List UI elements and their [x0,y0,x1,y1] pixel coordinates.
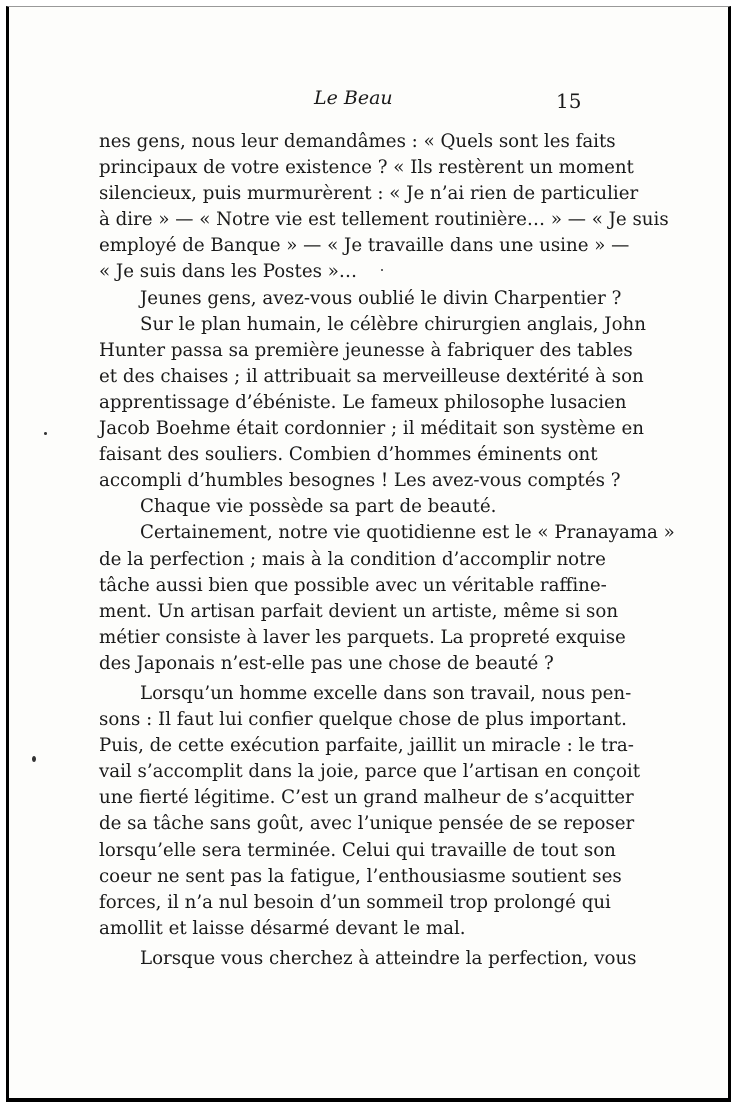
body-text [99,129,675,972]
text-line: forces, il n’a nul besoin d’un sommeil trop prolongé qui [99,891,611,913]
text-line: Lorsque vous cherchez à atteindre la perfection, vous [140,947,637,969]
text-line: coeur ne sent pas la fatigue, l’enthousiasme soutient ses [99,865,622,887]
text-line: de la perfection ; mais à la condition d’accomplir notre [99,548,606,570]
text-line: nes gens, nous leur demandâmes : « Quels sont les faits [99,131,616,152]
text-line: faisant des souliers. Combien d’hommes éminents ont [99,444,598,466]
ink-speck [32,756,36,762]
text-line: apprentissage d’ébéniste. Le fameux philosophe lusacien [99,391,627,413]
text-line: Hunter passa sa première jeunesse à fabriquer des tables [99,339,633,361]
text-line: lorsqu’elle sera terminée. Celui qui travaille de tout son [99,839,616,861]
text-line: Jeunes gens, avez-vous oublié le divin Charpentier ? [140,287,622,309]
text-line: Puis, de cette exécution parfaite, jaillit un miracle : le tra- [99,735,634,757]
text-line: Certainement, notre vie quotidienne est le « Pranayama » [140,522,675,544]
text-line: « Je suis dans les Postes »… [99,261,358,283]
text-line: vail s’accomplit dans la joie, parce que l’artisan en conçoit [99,761,641,783]
text-line: à dire » — « Notre vie est tellement routinière… » — « Je suis [99,209,669,231]
text-line: de sa tâche sans goût, avec l’unique pensée de se reposer [99,813,635,835]
text-line: silencieux, puis murmurèrent : « Je n’ai rien de particulier [99,183,639,205]
text-line: métier consiste à laver les parquets. La propreté exquise [99,626,626,648]
text-line: amollit et laisse désarmé devant le mal. [99,917,466,939]
text-line: ment. Un artisan parfait devient un artiste, même si son [99,600,619,622]
text-line: et des chaises ; il attribuait sa merveilleuse dextérité à son [99,365,644,387]
text-line: principaux de votre existence ? « Ils restèrent un moment [99,157,634,179]
ink-speck [381,269,383,271]
ink-speck [44,432,47,435]
running-title: Le Beau [314,87,393,109]
text-line: Chaque vie possède sa part de beauté. [140,496,497,518]
text-line: Sur le plan humain, le célèbre chirurgien anglais, John [140,313,646,335]
text-line: des Japonais n’est-elle pas une chose de beauté ? [99,652,554,674]
text-line: tâche aussi bien que possible avec un véritable raffine- [99,574,607,596]
text-line: Jacob Boehme était cordonnier ; il méditait son système en [99,418,644,440]
text-line: employé de Banque » — « Je travaille dans une usine » — [99,235,630,257]
text-line: Lorsqu’un homme excelle dans son travail, nous pen- [140,682,632,704]
text-line: une fierté légitime. C’est un grand malheur de s’acquitter [99,787,634,809]
text-line: accompli d’humbles besognes ! Les avez-vous comptés ? [99,470,621,492]
book-page [6,6,731,1102]
page-number: 15 [556,89,582,113]
text-line: sons : Il faut lui confier quelque chose de plus important. [99,709,627,731]
